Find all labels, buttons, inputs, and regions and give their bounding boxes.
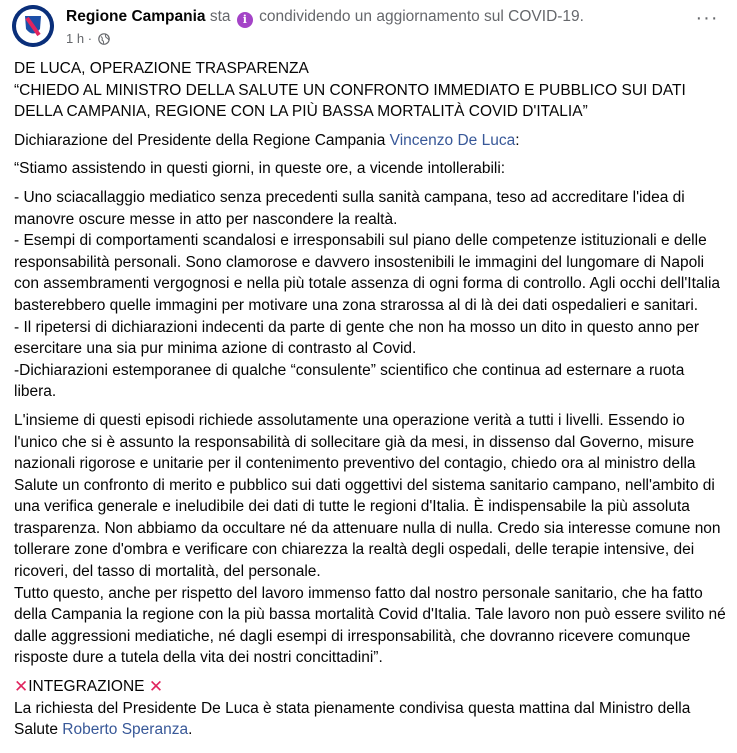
body-paragraph xyxy=(14,410,727,669)
bullet-list xyxy=(14,187,727,403)
body-text-1: L'insieme di questi episodi richiede assolutamente una operazione verità a tutti i livelli. Essendo io l'unico che si è assunto la responsabilità di sollecitare già da mesi, in dissenso dal Governo, misure nazionali rigorose e unitarie per il contenimento preventivo del contagio, chiedo ora al ministro della Salute un confronto di merito e pubblico sui dati oggettivi del sistema sanitario campano, nell'ambito di una verifica generale e ineludibile dei dati di tutte le regioni d'Italia. È indispensabile la più assoluta trasparenza. Non abbiamo da occultare né da attenuare nulla di nulla. Credo sia interesse comune non tollerare zone d'ombra e verificare con chiarezza la realtà degli ospedali, delle terapie intensive, dei ricoveri, del tasso di mortalità, del personale. xyxy=(14,411,721,581)
intro-paragraph xyxy=(14,130,727,152)
post-header xyxy=(12,5,725,49)
more-options-icon[interactable]: ··· xyxy=(695,7,719,29)
post-content xyxy=(14,58,727,748)
bullet-item: - Esempi di comportamenti scandalosi e irresponsabili sul piano delle competenze istituzionali e delle responsabilità personali. Sono clamorose e davvero insostenibili le immagini del lungomare di Napoli con assembramenti vergognosi e nella più totale assenza di ogni forma di controllo. Agli occhi dell'Italia basterebbero quelle immagini per motivare una zona strarossa al di là dei dati ospedalieri e sanitari. xyxy=(14,232,721,314)
meta-separator: · xyxy=(87,31,93,46)
mention-link-de-luca[interactable]: Vincenzo De Luca xyxy=(389,131,516,149)
body-text-2: Tutto questo, anche per rispetto del lavoro immenso fatto dal nostro personale sanitario, che ha fatto della Campania la regione con la più bassa mortalità Covid d'Italia. Tale lavoro non può essere svilito né dalle aggressioni mediatiche, né dagli esempi di irresponsabilità, che dovranno ricevere comunque risposte dure a tutela della vita dei nostri concittadini”. xyxy=(14,584,726,667)
regione-campania-logo xyxy=(12,5,54,47)
action-text: condividendo un aggiornamento sul COVID-19. xyxy=(254,8,584,25)
mention-link-speranza[interactable]: Roberto Speranza xyxy=(62,721,189,739)
quote-open-paragraph: “Stiamo assistendo in questi giorni, in queste ore, a vicende intollerabili: xyxy=(14,160,506,178)
post-title-line xyxy=(66,8,584,28)
integration-text: La richiesta del Presidente De Luca è stata pienamente condivisa questa mattina dal Ministro della Salute xyxy=(14,699,691,739)
intro-colon: : xyxy=(515,131,520,149)
post-heading xyxy=(14,58,727,123)
globe-icon xyxy=(98,33,110,48)
page-name-link[interactable]: Regione Campania xyxy=(66,8,206,25)
bullet-item: - Uno sciacallaggio mediatico senza precedenti sulla sanità campana, teso ad accreditare l'idea di manovre oscure messe in atto per nascondere la realtà. xyxy=(14,188,685,228)
post-time[interactable]: 1 h xyxy=(66,31,85,46)
cross-mark-icon: ✕ xyxy=(148,677,164,697)
heading-line-1: DE LUCA, OPERAZIONE TRASPARENZA xyxy=(14,60,309,77)
cross-mark-icon: ✕ xyxy=(14,677,29,697)
info-icon: i xyxy=(237,12,253,28)
integration-period: . xyxy=(188,721,193,739)
bullet-item: -Dichiarazioni estemporanee di qualche “consulente” scientifico che continua ad esternare a ruota libera. xyxy=(14,361,685,401)
post-meta xyxy=(66,31,110,48)
action-prefix: sta xyxy=(205,8,235,25)
integration-paragraph xyxy=(14,676,727,741)
page-avatar[interactable] xyxy=(12,5,54,47)
heading-line-2: “CHIEDO AL MINISTRO DELLA SALUTE UN CONFRONTO IMMEDIATO E PUBBLICO SUI DATI DELLA CAMPANIA, REGIONE CON LA PIÙ BASSA MORTALITÀ COVID D'ITALIA” xyxy=(14,81,686,121)
bullet-item: - Il ripetersi di dichiarazioni indecenti da parte di gente che non ha mosso un dito in questo anno per esercitare una sia pur minima azione di contrasto al Covid. xyxy=(14,318,700,358)
intro-text: Dichiarazione del Presidente della Regione Campania xyxy=(14,131,390,149)
integration-label: INTEGRAZIONE xyxy=(28,678,145,696)
